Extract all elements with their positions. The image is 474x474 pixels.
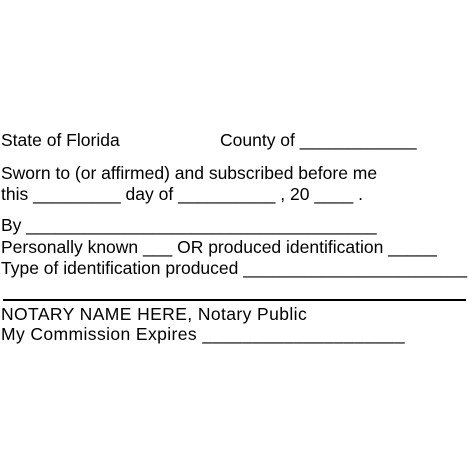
state-line: State of Florida [1,130,120,150]
commission-expires-line: My Commission Expires ____________________ [1,324,405,344]
signature-rule [3,299,466,301]
identification-type-line: Type of identification produced _______________________ [1,258,468,278]
by-line: By ____________________________________ [1,215,377,235]
personally-known-line: Personally known ___ OR produced identification _____ [1,237,437,257]
county-line: County of ____________ [220,130,417,150]
sworn-line: Sworn to (or affirmed) and subscribed before me [1,163,378,183]
date-line: this _________ day of __________ , 20 ____ . [1,184,363,204]
notary-name-line: NOTARY NAME HERE, Notary Public [1,304,308,324]
